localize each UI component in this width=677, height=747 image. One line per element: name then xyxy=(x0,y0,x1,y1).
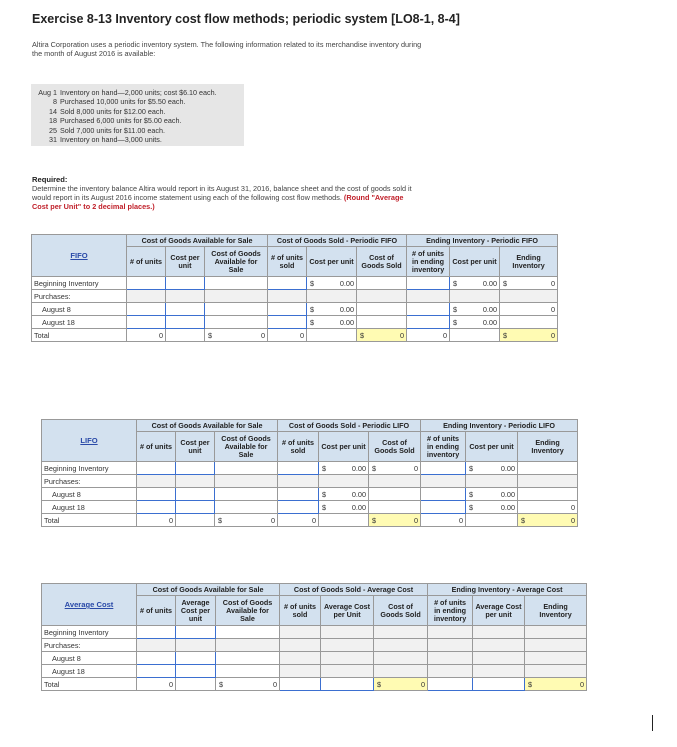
input-cell[interactable] xyxy=(473,678,525,691)
input-cell[interactable] xyxy=(176,652,216,665)
row-purchases: Purchases: xyxy=(42,639,587,652)
ei-group-header: Ending Inventory - Periodic LIFO xyxy=(421,420,578,432)
method-label: LIFO xyxy=(42,420,137,462)
input-cell[interactable] xyxy=(176,665,216,678)
input-cell[interactable] xyxy=(176,501,215,514)
input-cell[interactable] xyxy=(137,488,176,501)
col-ending-inventory: Ending Inventory xyxy=(500,247,558,277)
cgas-group-header: Cost of Goods Available for Sale xyxy=(127,235,268,247)
input-cell[interactable] xyxy=(166,303,205,316)
row-total: Total 0 $ 0 0 $ 0 0 $ 0 xyxy=(32,329,558,342)
input-cell[interactable] xyxy=(278,462,319,475)
input-cell[interactable] xyxy=(421,501,466,514)
col-units-ending: # of units in ending inventory xyxy=(428,596,473,626)
input-cell[interactable] xyxy=(127,277,166,290)
row-august-8: August 8 $ 0.00 $ 0.00 0 xyxy=(32,303,558,316)
row-beginning-inventory: Beginning Inventory xyxy=(42,626,587,639)
col-cgas: Cost of Goods Available for Sale xyxy=(216,596,280,626)
input-cell[interactable] xyxy=(321,678,374,691)
event-item: Aug 1 Inventory on hand—2,000 units; cost $6.10 each. xyxy=(38,88,217,97)
input-cell[interactable] xyxy=(137,652,176,665)
col-cost-per-unit: Cost per unit xyxy=(319,432,369,462)
input-cell[interactable] xyxy=(268,316,307,329)
col-avg-cost-per-unit: Average Cost per Unit xyxy=(321,596,374,626)
col-avg-cost-per-unit: Average Cost per unit xyxy=(473,596,525,626)
row-august-18: August 18 $ 0.00 $ 0.00 xyxy=(32,316,558,329)
input-cell[interactable] xyxy=(268,277,307,290)
input-cell[interactable] xyxy=(176,626,216,639)
input-cell[interactable] xyxy=(421,462,466,475)
col-units-ending: # of units in ending inventory xyxy=(421,432,466,462)
input-cell[interactable] xyxy=(137,462,176,475)
col-cost-per-unit: Cost per unit xyxy=(466,432,518,462)
input-cell[interactable] xyxy=(278,501,319,514)
text-cursor xyxy=(652,715,653,731)
col-units-ending: # of units in ending inventory xyxy=(407,247,450,277)
col-cost-per-unit: Cost per unit xyxy=(176,432,215,462)
cogs-group-header: Cost of Goods Sold - Average Cost xyxy=(280,584,428,596)
method-label: Average Cost xyxy=(42,584,137,626)
col-units: # of units xyxy=(137,432,176,462)
row-august-8: August 8 xyxy=(42,652,587,665)
col-units-sold: # of units sold xyxy=(278,432,319,462)
input-cell[interactable] xyxy=(407,316,450,329)
input-cell[interactable] xyxy=(278,488,319,501)
col-ending-inventory: Ending Inventory xyxy=(525,596,587,626)
input-cell[interactable] xyxy=(137,665,176,678)
ei-group-header: Ending Inventory - Average Cost xyxy=(428,584,587,596)
input-cell[interactable] xyxy=(166,316,205,329)
row-beginning-inventory: Beginning Inventory $ 0.00 $ 0.00 $ 0 xyxy=(32,277,558,290)
event-item: 8 Purchased 10,000 units for $5.50 each. xyxy=(53,97,186,107)
input-cell[interactable] xyxy=(421,488,466,501)
col-ending-inventory: Ending Inventory xyxy=(518,432,578,462)
required-heading: Required: xyxy=(32,175,68,184)
event-item: 31 Inventory on hand—3,000 units. xyxy=(49,135,162,145)
col-cogs: Cost of Goods Sold xyxy=(369,432,421,462)
event-item: 18 Purchased 6,000 units for $5.00 each. xyxy=(49,116,182,126)
required-text: Determine the inventory balance Altira would report in its August 31, 2016, balance sheet and the cost of goods sold it would report in its August 2016 income statement using each of the following cost flow methods. (Round "Average Cost per Unit" to 2 decimal places.) xyxy=(32,184,412,211)
col-units-sold: # of units sold xyxy=(280,596,321,626)
col-units-sold: # of units sold xyxy=(268,247,307,277)
input-cell[interactable] xyxy=(428,678,473,691)
row-august-18: August 18 $ 0.00 $ 0.00 0 xyxy=(42,501,578,514)
cogs-group-header: Cost of Goods Sold - Periodic LIFO xyxy=(278,420,421,432)
cogs-group-header: Cost of Goods Sold - Periodic FIFO xyxy=(268,235,407,247)
col-cogs: Cost of Goods Sold xyxy=(357,247,407,277)
intro-text: Altira Corporation uses a periodic inventory system. The following information related to its merchandise inventory during the month of August 2016 is available: xyxy=(32,40,422,58)
input-cell[interactable] xyxy=(127,316,166,329)
method-label: FIFO xyxy=(32,235,127,277)
row-purchases: Purchases: xyxy=(42,475,578,488)
input-cell[interactable] xyxy=(407,303,450,316)
input-cell[interactable] xyxy=(137,626,176,639)
row-total: Total 0 $ 0 0 $ 0 0 $ 0 xyxy=(42,514,578,527)
col-cgas: Cost of Goods Available for Sale xyxy=(215,432,278,462)
row-august-8: August 8 $ 0.00 $ 0.00 xyxy=(42,488,578,501)
col-units: # of units xyxy=(127,247,166,277)
cgas-group-header: Cost of Goods Available for Sale xyxy=(137,584,280,596)
event-list xyxy=(31,84,244,146)
col-cogs: Cost of Goods Sold xyxy=(374,596,428,626)
event-item: 25 Sold 7,000 units for $11.00 each. xyxy=(49,125,165,135)
row-beginning-inventory: Beginning Inventory $ 0.00 $ 0 $ 0.00 xyxy=(42,462,578,475)
input-cell[interactable] xyxy=(280,678,321,691)
col-units: # of units xyxy=(137,596,176,626)
row-purchases: Purchases: xyxy=(32,290,558,303)
row-total: Total 0 $ 0 $ 0 $ 0 xyxy=(42,678,587,691)
event-item: 14 Sold 8,000 units for $12.00 each. xyxy=(49,106,166,116)
rounding-note: (Round "Average Cost per Unit" to 2 decimal places.) xyxy=(32,193,404,211)
input-cell[interactable] xyxy=(268,303,307,316)
col-cost-per-unit: Cost per unit xyxy=(450,247,500,277)
input-cell[interactable] xyxy=(127,303,166,316)
row-august-18: August 18 xyxy=(42,665,587,678)
fifo-worksheet xyxy=(31,234,558,342)
col-cgas: Cost of Goods Available for Sale xyxy=(205,247,268,277)
input-cell[interactable] xyxy=(166,277,205,290)
input-cell[interactable] xyxy=(176,462,215,475)
input-cell[interactable] xyxy=(176,488,215,501)
col-avg-cost-per-unit: Average Cost per unit xyxy=(176,596,216,626)
col-cost-per-unit: Cost per unit xyxy=(166,247,205,277)
ei-group-header: Ending Inventory - Periodic FIFO xyxy=(407,235,558,247)
lifo-worksheet xyxy=(41,419,578,527)
cgas-group-header: Cost of Goods Available for Sale xyxy=(137,420,278,432)
input-cell[interactable] xyxy=(407,277,450,290)
col-cost-per-unit: Cost per unit xyxy=(307,247,357,277)
average-cost-worksheet xyxy=(41,583,587,691)
input-cell[interactable] xyxy=(137,501,176,514)
exercise-title: Exercise 8-13 Inventory cost flow methods; periodic system [LO8-1, 8-4] xyxy=(32,12,460,26)
